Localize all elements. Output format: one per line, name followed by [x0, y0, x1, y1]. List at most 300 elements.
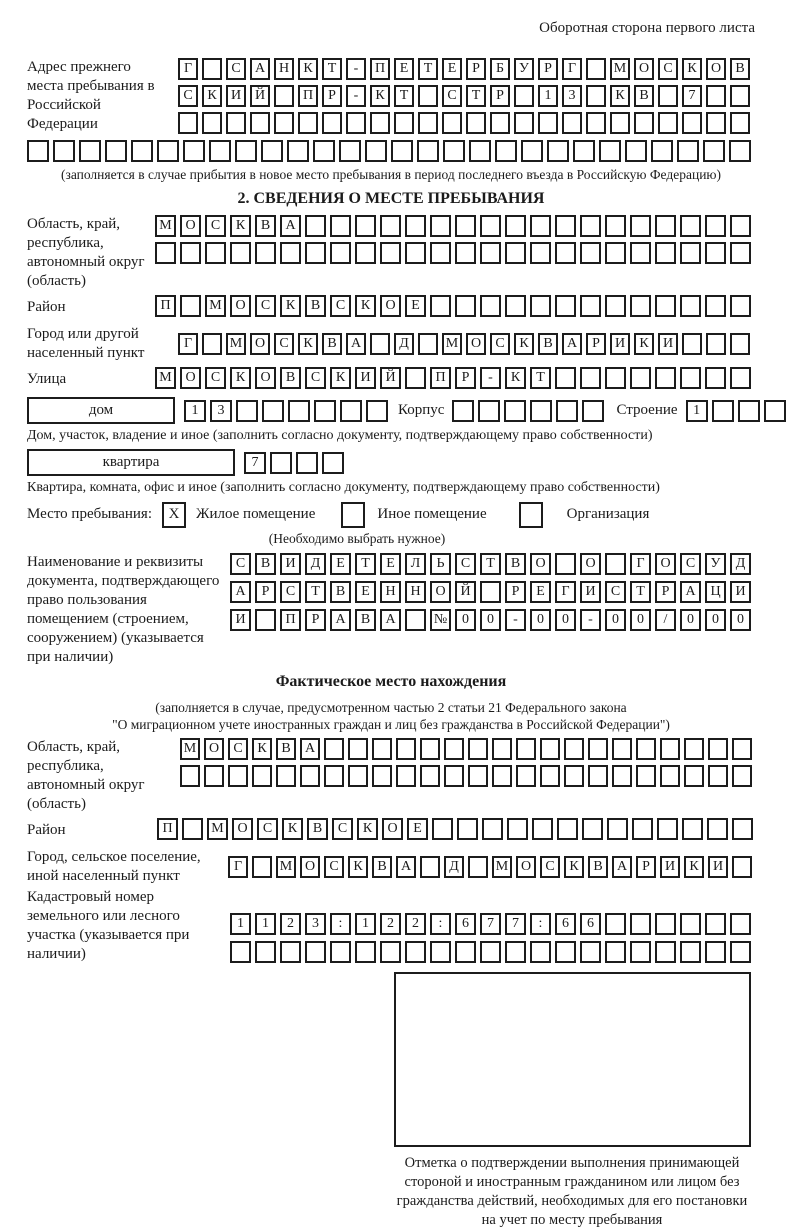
char-box: - — [580, 609, 601, 631]
char-box — [355, 941, 376, 963]
char-box — [79, 140, 101, 162]
char-grid-row — [178, 333, 750, 355]
char-box: И — [230, 609, 251, 631]
char-box — [230, 941, 251, 963]
char-box: Е — [355, 581, 376, 603]
char-box — [705, 215, 726, 237]
char-box — [708, 765, 728, 787]
char-box — [703, 140, 725, 162]
char-box: Р — [322, 85, 342, 107]
char-box: 0 — [455, 609, 476, 631]
char-box: - — [346, 58, 366, 80]
char-box: С — [230, 553, 251, 575]
char-box: И — [730, 581, 751, 603]
char-box — [380, 242, 401, 264]
char-box — [417, 140, 439, 162]
char-box: В — [255, 215, 276, 237]
region-label: Область, край, республика, автономный округ (область) — [27, 216, 145, 289]
char-grid-row — [178, 58, 750, 80]
char-box: Р — [455, 367, 476, 389]
char-grid-row — [230, 553, 751, 575]
char-box — [155, 242, 176, 264]
char-box: О — [204, 738, 224, 760]
document-field — [27, 553, 755, 669]
char-box: Р — [490, 85, 510, 107]
char-box — [660, 765, 680, 787]
char-box — [418, 333, 438, 355]
char-box — [677, 140, 699, 162]
char-grid-row — [230, 609, 751, 631]
char-box: С — [305, 367, 326, 389]
char-box: 3 — [305, 913, 326, 935]
char-box — [712, 400, 734, 422]
actual-city-label: Город, сельское поселение, иной населенный пункт — [27, 849, 201, 884]
char-box: В — [588, 856, 608, 878]
char-box: С — [257, 818, 278, 840]
char-grid-row — [155, 367, 751, 389]
stroenie-grid — [686, 400, 786, 422]
char-box: С — [490, 333, 510, 355]
char-box — [478, 400, 500, 422]
char-box: И — [226, 85, 246, 107]
char-box: С — [274, 333, 294, 355]
char-box: С — [228, 738, 248, 760]
char-box: Е — [380, 553, 401, 575]
char-box — [53, 140, 75, 162]
char-box — [730, 367, 751, 389]
char-box — [504, 400, 526, 422]
char-box: В — [276, 738, 296, 760]
char-box — [131, 140, 153, 162]
char-box — [730, 112, 750, 134]
char-box — [396, 765, 416, 787]
char-box — [632, 818, 653, 840]
char-box: В — [730, 58, 750, 80]
char-box: Р — [586, 333, 606, 355]
char-box: М — [155, 215, 176, 237]
char-box: - — [346, 85, 366, 107]
char-box — [680, 941, 701, 963]
char-box — [180, 242, 201, 264]
char-box: Р — [305, 609, 326, 631]
char-box — [420, 738, 440, 760]
char-box — [634, 112, 654, 134]
char-box — [540, 765, 560, 787]
char-box — [468, 765, 488, 787]
char-box — [612, 738, 632, 760]
confirmation-caption — [352, 1154, 792, 1230]
char-box — [209, 140, 231, 162]
char-box — [516, 765, 536, 787]
char-box: Е — [407, 818, 428, 840]
char-box — [705, 295, 726, 317]
char-box: П — [298, 85, 318, 107]
char-box — [455, 295, 476, 317]
char-box — [605, 367, 626, 389]
char-box: Р — [538, 58, 558, 80]
char-box: Т — [466, 85, 486, 107]
char-box: : — [530, 913, 551, 935]
char-box — [514, 85, 534, 107]
char-box: 1 — [184, 400, 206, 422]
house-row — [27, 397, 755, 424]
char-box — [355, 215, 376, 237]
char-box — [370, 333, 390, 355]
char-box: К — [505, 367, 526, 389]
char-box: А — [612, 856, 632, 878]
char-box: М — [226, 333, 246, 355]
char-box — [442, 112, 462, 134]
char-box: С — [330, 295, 351, 317]
stay-type-row — [27, 501, 755, 528]
char-box: 1 — [255, 913, 276, 935]
confirmation-caption-line: на учет по месту пребывания — [481, 1212, 663, 1228]
char-box: 6 — [555, 913, 576, 935]
char-box — [573, 140, 595, 162]
char-box: Р — [466, 58, 486, 80]
section2-title: 2. СВЕДЕНИЯ О МЕСТЕ ПРЕБЫВАНИЯ — [237, 190, 545, 207]
char-box: Т — [480, 553, 501, 575]
char-box: А — [280, 215, 301, 237]
confirmation-caption-line: Отметка о подтверждении выполнения принимающей — [404, 1155, 740, 1171]
char-box — [372, 738, 392, 760]
char-grid-row — [180, 765, 752, 787]
char-box — [322, 112, 342, 134]
char-box — [430, 295, 451, 317]
char-box — [530, 215, 551, 237]
confirmation-caption-line: гражданства действий, необходимых для его постановки — [396, 1193, 748, 1209]
stroenie-label: Строение — [616, 402, 678, 418]
char-box: О — [230, 295, 251, 317]
char-box: М — [205, 295, 226, 317]
street-label: Улица — [27, 371, 67, 387]
char-box: Т — [630, 581, 651, 603]
char-box: О — [250, 333, 270, 355]
char-box — [599, 140, 621, 162]
apartment-grid — [244, 452, 344, 474]
char-box — [580, 215, 601, 237]
char-box: 1 — [355, 913, 376, 935]
char-box: С — [205, 215, 226, 237]
char-box — [157, 140, 179, 162]
actual-location-note-2: "О миграционном учете иностранных граждан и лиц без гражданства в Российской Федерации") — [112, 717, 670, 732]
char-box — [202, 112, 222, 134]
char-box — [705, 242, 726, 264]
char-box — [514, 112, 534, 134]
char-box — [432, 818, 453, 840]
char-box: Т — [530, 367, 551, 389]
char-box: С — [605, 581, 626, 603]
char-box — [556, 400, 578, 422]
char-box: И — [280, 553, 301, 575]
char-box — [305, 215, 326, 237]
char-box — [732, 738, 752, 760]
char-box — [630, 295, 651, 317]
char-box: О — [180, 215, 201, 237]
char-box: 2 — [405, 913, 426, 935]
char-box: О — [530, 553, 551, 575]
char-box: М — [180, 738, 200, 760]
char-grid-row — [228, 856, 752, 878]
char-box — [605, 913, 626, 935]
char-box — [564, 765, 584, 787]
char-box: С — [455, 553, 476, 575]
char-box — [605, 553, 626, 575]
char-box — [660, 738, 680, 760]
char-box: И — [355, 367, 376, 389]
char-box — [732, 818, 753, 840]
char-box — [391, 140, 413, 162]
char-box: Д — [444, 856, 464, 878]
char-box — [530, 941, 551, 963]
char-grid-row — [27, 140, 755, 162]
char-box — [651, 140, 673, 162]
street-field — [27, 367, 755, 391]
char-box — [555, 295, 576, 317]
char-box — [557, 818, 578, 840]
actual-district-field — [27, 818, 755, 842]
char-box — [274, 112, 294, 134]
stay-option-organization-label: Организация — [566, 506, 650, 522]
char-box: Т — [418, 58, 438, 80]
char-box: Н — [380, 581, 401, 603]
char-box: Б — [490, 58, 510, 80]
char-box: В — [255, 553, 276, 575]
stay-label: Место пребывания: — [27, 506, 152, 522]
char-box: 7 — [480, 913, 501, 935]
char-box — [27, 140, 49, 162]
char-grid-row — [178, 112, 750, 134]
char-box: Г — [228, 856, 248, 878]
char-box: И — [580, 581, 601, 603]
char-box — [366, 400, 388, 422]
char-box: С — [280, 581, 301, 603]
char-box — [630, 215, 651, 237]
char-box — [105, 140, 127, 162]
document-grid — [230, 553, 751, 631]
char-box — [636, 765, 656, 787]
char-box — [280, 242, 301, 264]
char-box — [480, 215, 501, 237]
char-box — [555, 941, 576, 963]
char-box — [706, 333, 726, 355]
char-box — [580, 941, 601, 963]
char-box: В — [505, 553, 526, 575]
char-box — [236, 400, 258, 422]
char-box: С — [324, 856, 344, 878]
house-number-grid — [184, 400, 388, 422]
char-box: 0 — [630, 609, 651, 631]
char-box: Д — [730, 553, 751, 575]
cadastre-field — [27, 888, 755, 968]
char-grid-row — [230, 941, 751, 963]
char-box: К — [298, 58, 318, 80]
char-box — [730, 215, 751, 237]
char-box — [582, 400, 604, 422]
char-box — [655, 941, 676, 963]
char-box: А — [346, 333, 366, 355]
char-box: К — [357, 818, 378, 840]
char-box: О — [706, 58, 726, 80]
apartment-row — [27, 449, 755, 476]
char-box: Д — [394, 333, 414, 355]
char-box — [490, 112, 510, 134]
actual-region-field — [27, 738, 755, 818]
char-box: О — [634, 58, 654, 80]
char-box: О — [232, 818, 253, 840]
char-box — [298, 112, 318, 134]
char-box: Т — [355, 553, 376, 575]
prev-address-label: Адрес прежнего места пребывания в Российской Федерации — [27, 59, 155, 132]
char-box — [505, 242, 526, 264]
char-box: Р — [636, 856, 656, 878]
char-box — [707, 818, 728, 840]
char-box: В — [330, 581, 351, 603]
char-box — [466, 112, 486, 134]
char-box: В — [307, 818, 328, 840]
city-label: Город или другой населенный пункт — [27, 326, 145, 361]
char-box: Ц — [705, 581, 726, 603]
char-box — [532, 818, 553, 840]
char-box — [365, 140, 387, 162]
char-box — [732, 765, 752, 787]
char-box: В — [634, 85, 654, 107]
char-box — [348, 765, 368, 787]
char-box — [562, 112, 582, 134]
actual-district-label: Район — [27, 822, 66, 838]
char-box — [228, 765, 248, 787]
char-box: К — [610, 85, 630, 107]
char-box — [183, 140, 205, 162]
char-box — [180, 295, 201, 317]
char-box — [655, 242, 676, 264]
char-box: К — [230, 367, 251, 389]
char-box — [706, 112, 726, 134]
char-box: Г — [178, 58, 198, 80]
char-box: Е — [330, 553, 351, 575]
char-box: 1 — [230, 913, 251, 935]
char-box — [684, 738, 704, 760]
char-grid-row — [178, 85, 750, 107]
char-box: 0 — [605, 609, 626, 631]
char-box — [455, 941, 476, 963]
char-box — [443, 140, 465, 162]
char-box — [255, 941, 276, 963]
char-box — [540, 738, 560, 760]
char-grid-row — [155, 295, 751, 317]
char-box — [405, 242, 426, 264]
char-box: К — [370, 85, 390, 107]
char-box — [555, 242, 576, 264]
char-grid-row — [155, 215, 751, 237]
char-box — [738, 400, 760, 422]
char-box: И — [658, 333, 678, 355]
char-box — [380, 215, 401, 237]
char-box — [330, 215, 351, 237]
char-box — [444, 765, 464, 787]
char-box — [680, 242, 701, 264]
char-box — [252, 856, 272, 878]
char-box — [495, 140, 517, 162]
char-box — [730, 85, 750, 107]
char-box — [261, 140, 283, 162]
char-box: Т — [322, 58, 342, 80]
char-box — [314, 400, 336, 422]
char-box — [764, 400, 786, 422]
char-box: И — [610, 333, 630, 355]
char-box — [288, 400, 310, 422]
char-box: А — [300, 738, 320, 760]
char-box: М — [155, 367, 176, 389]
char-box — [180, 765, 200, 787]
stay-note: (Необходимо выбрать нужное) — [268, 531, 446, 546]
korpus-label: Корпус — [398, 402, 445, 418]
char-box: О — [382, 818, 403, 840]
char-box: М — [492, 856, 512, 878]
char-box: 7 — [244, 452, 266, 474]
char-box — [455, 215, 476, 237]
stay-option-other-label: Иное помещение — [377, 506, 487, 522]
char-box — [705, 941, 726, 963]
char-box: В — [322, 333, 342, 355]
char-box: О — [516, 856, 536, 878]
char-box: С — [658, 58, 678, 80]
char-box — [380, 941, 401, 963]
city-field — [27, 323, 755, 365]
char-box — [330, 242, 351, 264]
char-box: Й — [455, 581, 476, 603]
prev-address-note: (заполняется в случае прибытия в новое место пребывания в период последнего въезда в Российскую Федерацию) — [60, 167, 722, 182]
char-box — [313, 140, 335, 162]
char-box: К — [634, 333, 654, 355]
char-box: М — [276, 856, 296, 878]
char-box — [178, 112, 198, 134]
char-box — [250, 112, 270, 134]
char-box — [580, 242, 601, 264]
region-field — [27, 215, 755, 295]
char-box: О — [255, 367, 276, 389]
char-box — [420, 856, 440, 878]
region-grid — [155, 215, 751, 264]
char-box — [492, 738, 512, 760]
char-box — [270, 452, 292, 474]
char-box: В — [355, 609, 376, 631]
char-box — [252, 765, 272, 787]
char-box — [547, 140, 569, 162]
char-box — [705, 913, 726, 935]
char-box: А — [562, 333, 582, 355]
char-box: Р — [505, 581, 526, 603]
char-box: А — [380, 609, 401, 631]
char-box: О — [180, 367, 201, 389]
char-box: К — [514, 333, 534, 355]
char-box: - — [505, 609, 526, 631]
char-box: К — [202, 85, 222, 107]
char-box: 0 — [730, 609, 751, 631]
char-box: А — [330, 609, 351, 631]
char-box: М — [442, 333, 462, 355]
prev-address-field — [27, 58, 755, 134]
char-box — [330, 941, 351, 963]
char-box — [730, 295, 751, 317]
char-box — [521, 140, 543, 162]
char-box: Л — [405, 553, 426, 575]
char-box: : — [430, 913, 451, 935]
char-box — [430, 242, 451, 264]
char-box: П — [280, 609, 301, 631]
char-box: Н — [274, 58, 294, 80]
char-box — [507, 818, 528, 840]
